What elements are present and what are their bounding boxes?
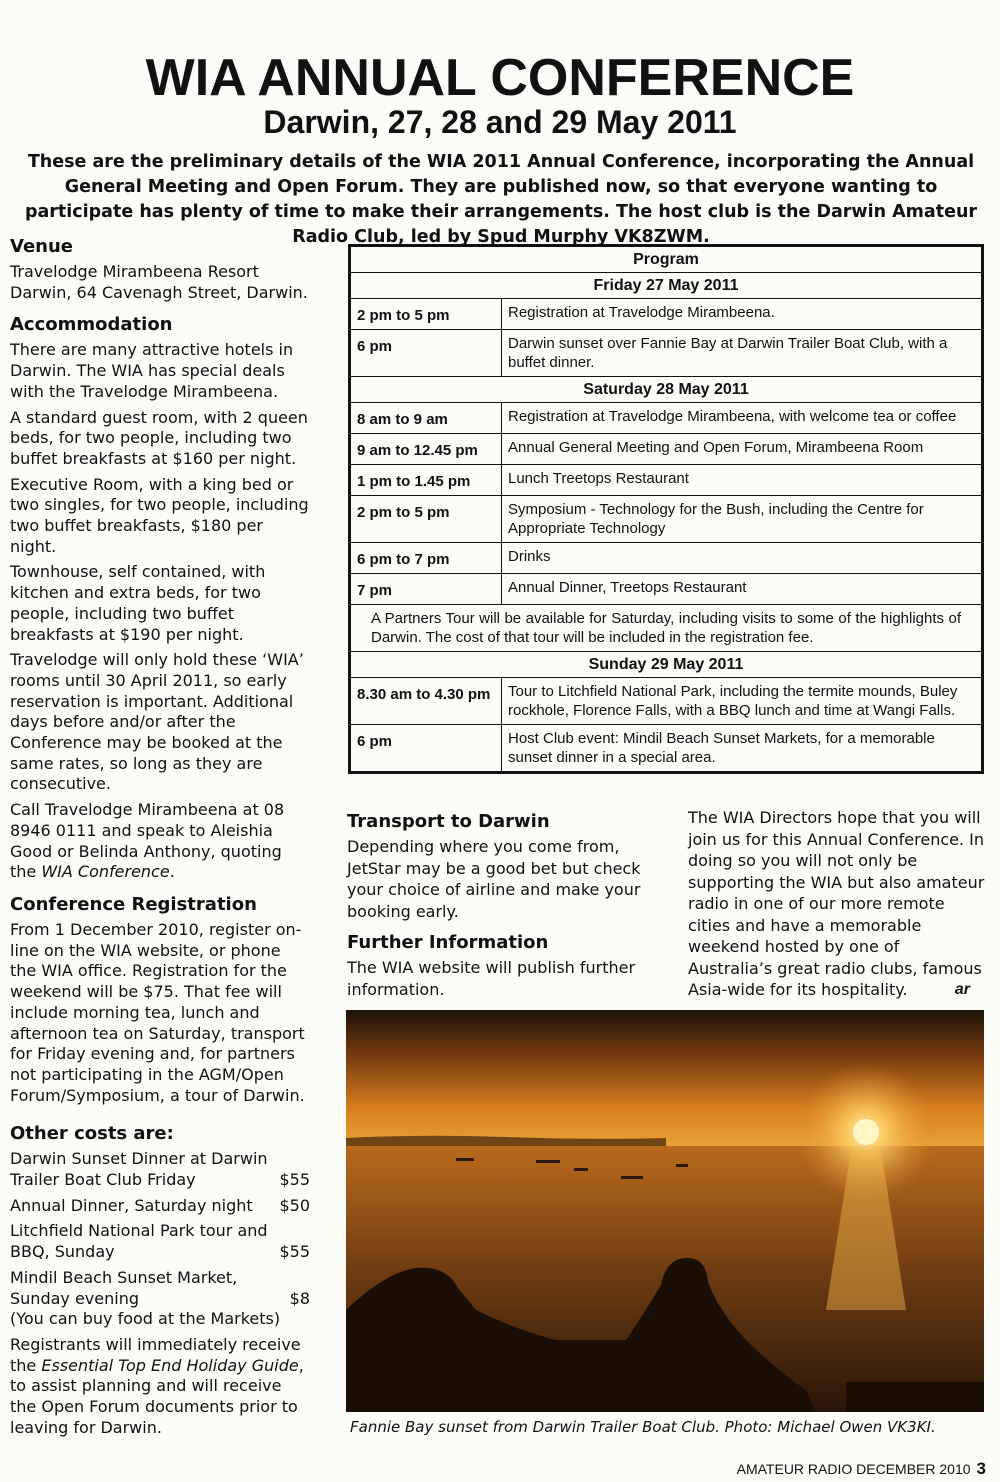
intro-paragraph: These are the preliminary details of the WIA 2011 Annual Conference, incorporating the Annual General Meeting and Open Forum. They are published now, so that everyone wanting to participate has plenty of time to make their arrangements. The host club is the Darwin Amateur Radio Club, led by Spud Murphy VK8ZWM. [24,152,978,247]
table-row [351,574,982,605]
table-row [351,465,982,496]
program-title: Program [351,247,982,273]
transport-text: Depending where you come from, JetStar may be a good bet but check your choice of airline and make your booking early. [347,837,641,921]
other-costs-heading: Other costs are: [10,1123,174,1145]
event-cell: Drinks [502,543,982,574]
sun [853,1119,879,1145]
end-mark: ar [954,981,970,998]
time-cell: 6 pm [351,725,502,772]
page-number: 3 [976,1459,986,1478]
time-cell: 1 pm to 1.45 pm [351,465,502,496]
townhouse-text: Townhouse, self contained, with kitchen and extra beds, for two people, including two buffet breakfasts at $190 per night. [10,562,266,644]
standard-room-text: A standard guest room, with 2 queen beds, for two people, including two buffet breakfasts at $160 per night. [10,407,308,468]
contact-text-start: Call Travelodge Mirambeena at 08 8946 0111 and speak to Aleishia Good or Belinda Anthony, quoting the [10,800,285,882]
magazine-issue: AMATEUR RADIO DECEMBER 2010 [736,1461,971,1477]
event-cell: Darwin sunset over Fannie Bay at Darwin Trailer Boat Club, with a buffet dinner. [502,330,982,377]
sunset-illustration [346,1010,984,1412]
holiday-guide-text [10,1335,310,1439]
event-cell: Registration at Travelodge Mirambeena. [502,299,982,330]
time-cell: 9 am to 12.45 pm [351,434,502,465]
time-cell: 7 pm [351,574,502,605]
event-cell: Host Club event: Mindil Beach Sunset Markets, for a memorable sunset dinner in a special area. [502,725,982,772]
photo-caption: Fannie Bay sunset from Darwin Trailer Boat Club. Photo: Michael Owen VK3KI. [350,1418,936,1436]
cost-price: $8 [289,1288,310,1308]
cost-price: $50 [279,1195,310,1215]
table-row [351,330,982,377]
event-cell: Annual Dinner, Treetops Restaurant [502,574,982,605]
friday-heading: Friday 27 May 2011 [351,273,982,299]
event-cell: Annual General Meeting and Open Forum, Mirambeena Room [502,434,982,465]
table-row [351,299,982,330]
cost-item [10,1196,310,1217]
further-info-text: The WIA website will publish further information. [347,958,636,999]
event-cell: Tour to Litchfield National Park, including the termite mounds, Buley rockhole, Florence Falls, with a BBQ lunch and time at Wangi Falls. [502,678,982,725]
accommodation-intro: There are many attractive hotels in Darwin. The WIA has special deals with the Travelodge Mirambeena. [10,340,294,401]
cost-label: Litchfield National Park tour and BBQ, Sunday [10,1221,268,1262]
contact-text [10,800,310,883]
closing-text [688,807,988,1001]
executive-room-text: Executive Room, with a king bed or two singles, for two people, including two buffet breakfasts, $180 per night. [10,474,309,556]
venue-heading: Venue [10,236,73,257]
cost-item [10,1149,310,1190]
table-row [351,434,982,465]
saturday-heading: Saturday 28 May 2011 [351,377,982,403]
cost-price: $55 [279,1242,310,1262]
sunday-heading: Sunday 29 May 2011 [351,652,982,678]
partners-tour-note: A Partners Tour will be available for Saturday, including visits to some of the highlights of Darwin. The cost of that tour will be included in the registration fee. [351,605,982,652]
closing-paragraph: The WIA Directors hope that you will join us for this Annual Conference. In doing so you will not only be supporting the WIA but also amateur radio in one of our more remote cities and have a memorable weekend hosted by one of Australia’s great radio clubs, famous Asia-wide for its hospitality. [688,808,985,999]
program-table [348,244,984,774]
registration-heading: Conference Registration [10,893,257,915]
market-food-note: (You can buy food at the Markets) [10,1309,281,1329]
table-row [351,543,982,574]
time-cell: 6 pm [351,330,502,377]
contact-text-emphasis: WIA Conference [41,862,170,882]
transport-heading: Transport to Darwin [347,811,550,832]
time-cell: 2 pm to 5 pm [351,299,502,330]
venue-text: Travelodge Mirambeena Resort Darwin, 64 Cavenagh Street, Darwin. [10,262,308,302]
middle-column [347,810,657,1000]
time-cell: 2 pm to 5 pm [351,496,502,543]
article-subtitle: Darwin, 27, 28 and 29 May 2011 [263,104,737,140]
cost-label: Mindil Beach Sunset Market, Sunday evening [10,1267,238,1308]
event-cell: Symposium - Technology for the Bush, including the Centre for Appropriate Technology [502,496,982,543]
guide-text-end: , to assist planning and will receive the Open Forum documents prior to leaving for Darwin. [10,1355,304,1437]
reservation-text: Travelodge will only hold these ‘WIA’ rooms until 30 April 2011, so early reservation is important. Additional days before and/or after the Conference may be booked at the same rates, so long as they are consecutive. [10,650,304,794]
time-cell: 8 am to 9 am [351,403,502,434]
cost-label: Annual Dinner, Saturday night [10,1195,253,1215]
right-column [688,807,988,1001]
foreground-table [846,1382,984,1412]
article-title: WIA ANNUAL CONFERENCE [145,49,855,107]
page-footer [737,1459,986,1479]
cost-label: Darwin Sunset Dinner at Darwin Trailer Boat Club Friday [10,1149,268,1190]
table-row [351,725,982,772]
further-info-heading: Further Information [347,932,549,953]
sunset-photo [346,1010,984,1412]
time-cell: 6 pm to 7 pm [351,543,502,574]
table-row [351,496,982,543]
event-cell: Registration at Travelodge Mirambeena, with welcome tea or coffee [502,403,982,434]
time-cell: 8.30 am to 4.30 pm [351,678,502,725]
table-row [351,403,982,434]
cost-price: $55 [279,1170,310,1190]
left-column [10,235,310,1438]
cost-item [10,1221,310,1262]
cost-item [10,1268,310,1309]
guide-text-start: Registrants will immediately receive the [10,1334,301,1375]
accommodation-heading: Accommodation [10,314,173,336]
event-cell: Lunch Treetops Restaurant [502,465,982,496]
contact-text-end: . [169,862,175,882]
guide-title: Essential Top End Holiday Guide [41,1355,299,1375]
registration-text: From 1 December 2010, register on-line on the WIA website, or phone the WIA office. Registration for the weekend will be $75. That fee will include morning tea, lunch and afternoon tea on Saturday, transport for Friday evening and, for partners not participating in the AGM/Open Forum/Symposium, a tour of Darwin. [10,919,305,1105]
table-row [351,678,982,725]
